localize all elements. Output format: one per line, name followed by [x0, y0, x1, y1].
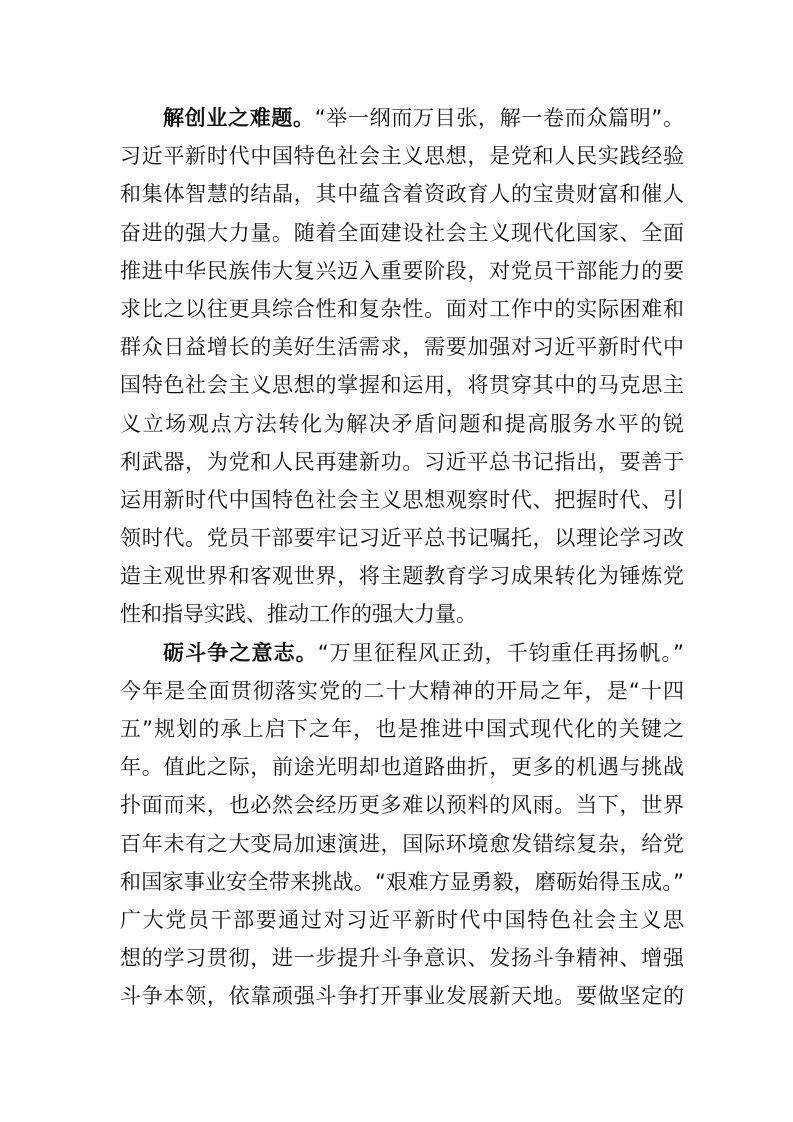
- text-line: 扑面而来，也必然会经历更多难以预料的风雨。当下，世界: [120, 793, 684, 818]
- text-line: [120, 634, 684, 672]
- text-line: 年。值此之际，前途光明却也道路曲折，更多的机遇与挑战: [120, 755, 684, 780]
- paragraph-heading: 砺斗争之意志。: [163, 640, 318, 665]
- text-line: 习近平新时代中国特色社会主义思想，是党和人民实践经验: [120, 144, 684, 169]
- text-line: 广大党员干部要通过对习近平新时代中国特色社会主义思: [120, 907, 684, 932]
- text-line: 国特色社会主义思想的掌握和运用，将贯穿其中的马克思主: [120, 373, 684, 398]
- paragraph-1: [120, 99, 684, 634]
- text-line: 百年未有之大变局加速演进，国际环境愈发错综复杂，给党: [120, 831, 684, 856]
- text-line: 造主观世界和客观世界，将主题教育学习成果转化为锤炼党: [120, 564, 684, 589]
- text-line: 义立场观点方法转化为解决矛盾问题和提高服务水平的锐: [120, 411, 684, 436]
- text-line: 领时代。党员干部要牢记习近平总书记嘱托，以理论学习改: [120, 526, 684, 551]
- text-line: 斗争本领，依靠顽强斗争打开事业发展新天地。要做坚定的: [120, 984, 684, 1009]
- text-line: 群众日益增长的美好生活需求，需要加强对习近平新时代中: [120, 335, 684, 360]
- paragraph-2: [120, 634, 684, 1016]
- text-line: 和集体智慧的结晶，其中蕴含着资政育人的宝贵财富和催人: [120, 182, 684, 207]
- text-line: 五”规划的承上启下之年，也是推进中国式现代化的关键之: [120, 717, 684, 741]
- text-line: 今年是全面贯彻落实党的二十大精神的开局之年，是“十四: [120, 678, 684, 703]
- text-line: 求比之以往更具综合性和复杂性。面对工作中的实际困难和: [120, 296, 684, 321]
- text-line: 运用新时代中国特色社会主义思想观察时代、把握时代、引: [120, 487, 684, 512]
- text-line: 奋进的强大力量。随着全面建设社会主义现代化国家、全面: [120, 220, 684, 245]
- text-line: [120, 99, 684, 137]
- text-line: 性和指导实践、推动工作的强大力量。: [120, 602, 477, 627]
- text-span: “举一纲而万目张，解一卷而众篇明”。: [314, 106, 684, 130]
- text-line: 想的学习贯彻，进一步提升斗争意识、发扬斗争精神、增强: [120, 946, 684, 971]
- text-line: 利武器，为党和人民再建新功。习近平总书记指出，要善于: [120, 449, 684, 474]
- text-line: 和国家事业安全带来挑战。“艰难方显勇毅，磨砺始得玉成。”: [120, 869, 684, 894]
- document-body: [120, 99, 684, 1016]
- paragraph-heading: 解创业之难题。: [163, 106, 315, 130]
- text-line: 推进中华民族伟大复兴迈入重要阶段，对党员干部能力的要: [120, 258, 684, 283]
- text-span: “万里征程风正劲，千钧重任再扬帆。”: [317, 640, 684, 665]
